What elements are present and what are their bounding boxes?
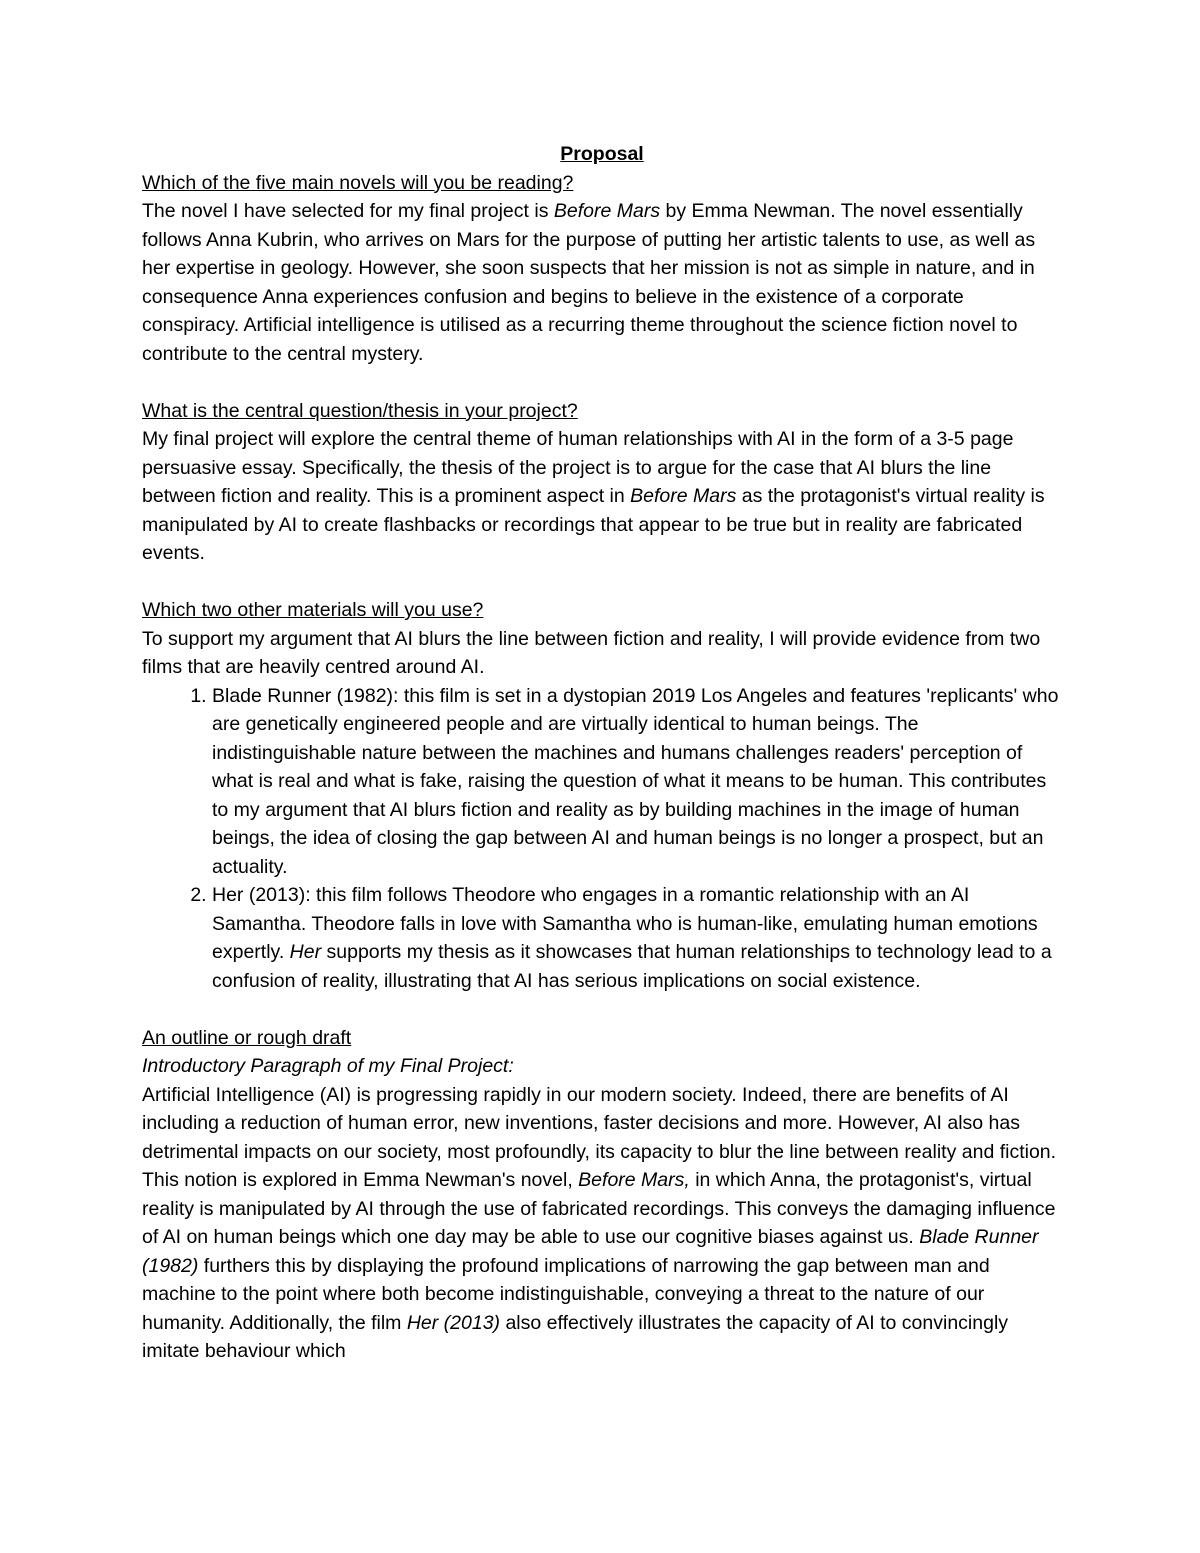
text-run-italic: Before Mars, xyxy=(578,1169,690,1191)
list-item xyxy=(212,682,1062,882)
question-outline: An outline or rough draft xyxy=(142,1026,352,1049)
text-run: Her (2013): this film follows Theodore who engages in a romantic relationship with an AI Samantha. Theodore falls in love with Samantha who is human-like, emulating human emotions expertly. xyxy=(212,884,1038,963)
intro-paragraph xyxy=(142,1081,1062,1366)
text-run: in which Anna, the protagonist's, virtual reality is manipulated by AI through the use of fabricated recordings. This conveys the damaging influence of AI on human beings which one day may be able to use our cognitive biases against us. xyxy=(142,1169,1056,1248)
text-run: also effectively illustrates the capacity of AI to convincingly imitate behaviour which xyxy=(142,1311,1009,1362)
text-run: as the protagonist's virtual reality is manipulated by AI to create flashbacks or recordings that appear to be true but in reality are fabricated events. xyxy=(142,485,1045,564)
text-run: My final project will explore the central theme of human relationships with AI in the form of a 3-5 page persuasive essay. Specifically, the thesis of the project is to argue for the case that AI blurs the line between fiction and reality. This is a prominent aspect in xyxy=(142,428,1014,507)
text-run: Blade Runner (1982): this film is set in a dystopian 2019 Los Angeles and features 'replicants' who are genetically engineered people and are virtually identical to human beings. The indistinguishable nature between the machines and humans challenges readers' perception of what is real and what is fake, raising the question of what it means to be human. This contributes to my argument that AI blurs fiction and reality as by building machines in the image of human beings, the idea of closing the gap between AI and human beings is no longer a prospect, but an actuality. xyxy=(212,684,1059,878)
text-run: The novel I have selected for my final project is xyxy=(142,200,554,222)
text-run-italic: Before Mars xyxy=(630,485,737,507)
text-run: by Emma Newman. The novel essentially follows Anna Kubrin, who arrives on Mars for the purpose of putting her artistic talents to use, as well as her expertise in geology. However, she soon suspects that her mission is not as simple in nature, and in consequence Anna experiences confusion and begins to believe in the existence of a corporate conspiracy. Artificial intelligence is utilised as a recurring theme throughout the science fiction novel to contribute to the central mystery. xyxy=(142,200,1036,365)
text-run: supports my thesis as it showcases that human relationships to technology lead to a confusion of reality, illustrating that AI has serious implications on social existence. xyxy=(212,941,1052,992)
question-novel: Which of the five main novels will you be reading? xyxy=(142,171,574,194)
spacer xyxy=(142,368,1062,397)
document-page xyxy=(142,140,1062,1366)
text-run-italic: Her xyxy=(289,941,322,963)
spacer xyxy=(142,995,1062,1024)
novel-paragraph xyxy=(142,197,1062,368)
materials-intro: To support my argument that AI blurs the line between fiction and reality, I will provide evidence from two films that are heavily centred around AI. xyxy=(142,627,1041,678)
text-run-italic: Before Mars xyxy=(553,200,661,222)
question-materials: Which two other materials will you use? xyxy=(142,599,484,621)
text-run: Artificial Intelligence (AI) is progressing rapidly in our modern society. Indeed, there are benefits of AI including a reduction of human error, new inventions, faster decisions and more. However, AI also has detrimental impacts on our society, most profoundly, its capacity to blur the line between reality and fiction. This notion is explored in Emma Newman's novel, xyxy=(142,1083,1057,1191)
text-run-italic: Blade Runner (1982) xyxy=(142,1226,1039,1277)
text-run: furthers this by displaying the profound implications of narrowing the gap between man and machine to the point where both become indistinguishable, conveying a threat to the nature of our humanity. Additionally, the film xyxy=(142,1254,990,1334)
page-title: Proposal xyxy=(560,143,644,165)
materials-list xyxy=(142,682,1062,996)
intro-subheading: Introductory Paragraph of my Final Project: xyxy=(142,1055,514,1077)
text-run-italic: Her (2013) xyxy=(406,1311,501,1334)
thesis-paragraph xyxy=(142,425,1062,568)
spacer xyxy=(142,568,1062,597)
question-thesis: What is the central question/thesis in your project? xyxy=(142,399,578,422)
list-item xyxy=(212,881,1062,995)
